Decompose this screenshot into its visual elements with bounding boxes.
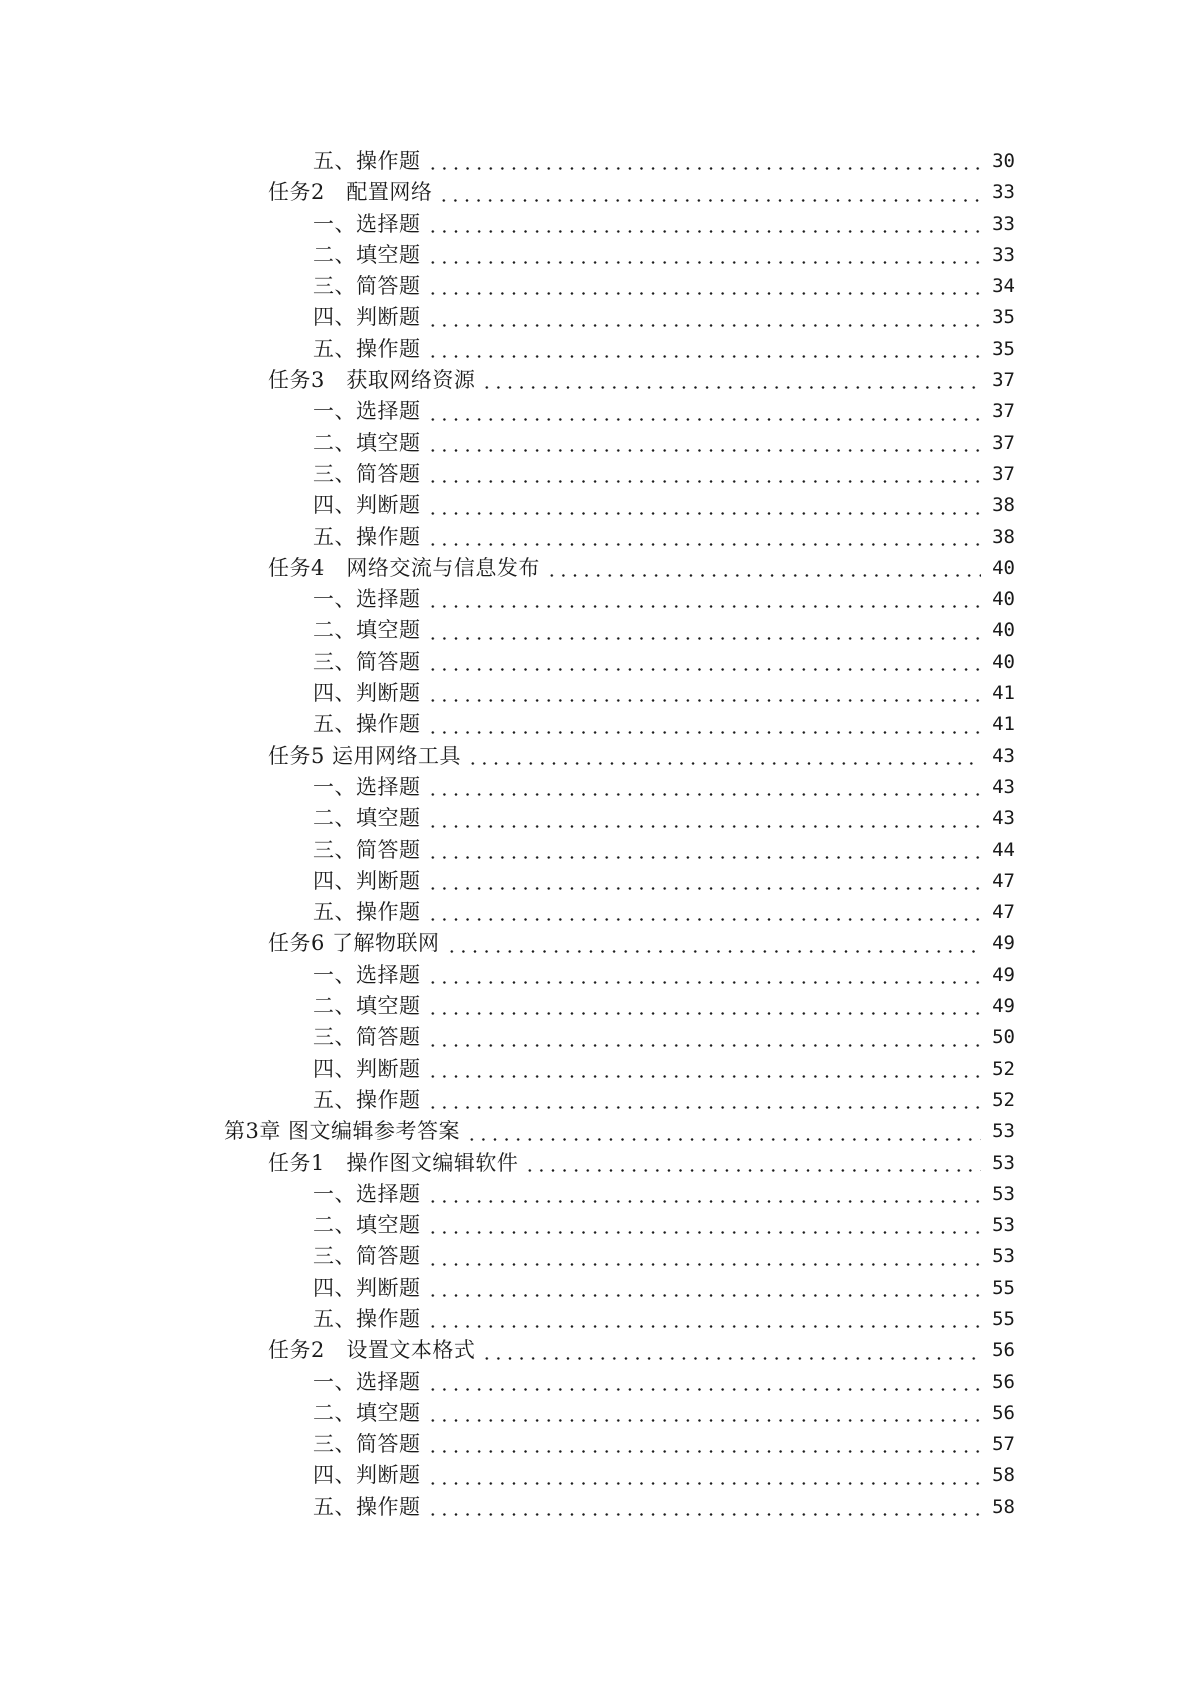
toc-entry-title: 三、简答题 — [313, 274, 421, 299]
dot-leader — [427, 835, 982, 866]
toc-page-number: 50 — [992, 1026, 1015, 1049]
toc-entry[interactable] — [0, 1460, 1191, 1491]
toc-page-number: 56 — [992, 1401, 1015, 1424]
toc-entry[interactable] — [0, 240, 1191, 271]
dot-leader — [427, 897, 982, 928]
table-of-contents — [0, 146, 1191, 1523]
toc-entry-title: 三、简答题 — [313, 649, 421, 674]
toc-entry-title: 四、判断题 — [313, 1275, 421, 1300]
toc-page-number: 52 — [992, 1057, 1015, 1080]
dot-leader — [466, 1116, 981, 1147]
dot-leader — [427, 1429, 982, 1460]
toc-entry[interactable] — [0, 678, 1191, 709]
toc-page-number: 43 — [992, 807, 1015, 830]
toc-entry[interactable] — [0, 1398, 1191, 1429]
dot-leader — [524, 1148, 981, 1179]
dot-leader — [427, 803, 982, 834]
dot-leader — [427, 522, 982, 553]
toc-entry-title: 二、填空题 — [313, 430, 421, 455]
toc-entry[interactable] — [0, 1429, 1191, 1460]
toc-entry[interactable] — [0, 1179, 1191, 1210]
toc-page-number: 37 — [992, 400, 1015, 423]
toc-entry-title: 三、简答题 — [313, 461, 421, 486]
toc-page-number: 41 — [992, 682, 1015, 705]
toc-entry[interactable] — [0, 1241, 1191, 1272]
dot-leader — [427, 1085, 982, 1116]
dot-leader — [427, 1304, 982, 1335]
toc-page-number: 52 — [992, 1088, 1015, 1111]
toc-entry[interactable] — [0, 1085, 1191, 1116]
toc-entry[interactable] — [0, 459, 1191, 490]
toc-entry-title: 一、选择题 — [313, 774, 421, 799]
toc-entry-title: 五、操作题 — [313, 336, 421, 361]
toc-entry[interactable] — [0, 709, 1191, 740]
dot-leader — [427, 991, 982, 1022]
toc-entry[interactable] — [0, 396, 1191, 427]
dot-leader — [427, 1398, 982, 1429]
dot-leader — [427, 647, 982, 678]
toc-page-number: 53 — [992, 1120, 1015, 1143]
toc-entry[interactable] — [0, 1335, 1191, 1366]
toc-entry[interactable] — [0, 490, 1191, 521]
toc-page-number: 47 — [992, 901, 1015, 924]
toc-page-number: 41 — [992, 713, 1015, 736]
dot-leader — [481, 1335, 981, 1366]
toc-entry-title: 一、选择题 — [313, 211, 421, 236]
toc-page-number: 49 — [992, 963, 1015, 986]
dot-leader — [427, 678, 982, 709]
toc-entry[interactable] — [0, 647, 1191, 678]
toc-page-number: 40 — [992, 650, 1015, 673]
toc-entry[interactable] — [0, 1210, 1191, 1241]
toc-entry-title: 任务3 获取网络资源 — [268, 368, 476, 393]
dot-leader — [427, 1367, 982, 1398]
toc-page-number: 53 — [992, 1182, 1015, 1205]
dot-leader — [427, 396, 982, 427]
toc-entry[interactable] — [0, 1273, 1191, 1304]
toc-entry-title: 一、选择题 — [313, 1181, 421, 1206]
dot-leader — [427, 334, 982, 365]
toc-entry[interactable] — [0, 835, 1191, 866]
toc-entry[interactable] — [0, 772, 1191, 803]
toc-entry-title: 任务5 运用网络工具 — [268, 743, 462, 768]
toc-page-number: 43 — [992, 744, 1015, 767]
toc-entry[interactable] — [0, 1148, 1191, 1179]
toc-entry[interactable] — [0, 1367, 1191, 1398]
dot-leader — [427, 1460, 982, 1491]
toc-entry-title: 二、填空题 — [313, 994, 421, 1019]
toc-page-number: 33 — [992, 212, 1015, 235]
toc-entry[interactable] — [0, 522, 1191, 553]
toc-entry-title: 二、填空题 — [313, 618, 421, 643]
toc-entry[interactable] — [0, 960, 1191, 991]
toc-entry-title: 五、操作题 — [313, 149, 421, 173]
toc-entry[interactable] — [0, 897, 1191, 928]
dot-leader — [427, 1210, 982, 1241]
toc-entry-title: 三、简答题 — [313, 1244, 421, 1269]
dot-leader — [467, 741, 981, 772]
toc-entry-title: 任务4 网络交流与信息发布 — [268, 555, 540, 580]
dot-leader — [427, 1054, 982, 1085]
toc-entry-title: 第3章 图文编辑参考答案 — [224, 1119, 461, 1144]
dot-leader — [427, 709, 982, 740]
toc-entry-title: 三、简答题 — [313, 837, 421, 862]
dot-leader — [427, 1273, 982, 1304]
toc-entry[interactable] — [0, 866, 1191, 897]
toc-page-number: 37 — [992, 462, 1015, 485]
toc-page-number: 35 — [992, 337, 1015, 360]
dot-leader — [427, 428, 982, 459]
toc-entry-title: 四、判断题 — [313, 1463, 421, 1488]
toc-entry-title: 四、判断题 — [313, 1056, 421, 1081]
toc-entry-title: 三、简答题 — [313, 1025, 421, 1050]
toc-page-number: 38 — [992, 525, 1015, 548]
toc-page-number: 47 — [992, 869, 1015, 892]
dot-leader — [438, 177, 981, 208]
toc-entry[interactable] — [0, 1054, 1191, 1085]
toc-page-number: 37 — [992, 431, 1015, 454]
toc-page-number: 53 — [992, 1214, 1015, 1237]
toc-entry[interactable] — [0, 1116, 1191, 1147]
toc-entry-title: 五、操作题 — [313, 712, 421, 737]
toc-entry[interactable] — [0, 584, 1191, 615]
toc-page-number: 58 — [992, 1464, 1015, 1487]
toc-page-number: 37 — [992, 369, 1015, 392]
dot-leader — [427, 960, 982, 991]
dot-leader — [427, 866, 982, 897]
dot-leader — [427, 146, 982, 177]
toc-page-number: 34 — [992, 275, 1015, 298]
dot-leader — [427, 1179, 982, 1210]
toc-entry-title: 五、操作题 — [313, 1087, 421, 1112]
toc-entry[interactable] — [0, 209, 1191, 240]
dot-leader — [427, 584, 982, 615]
toc-entry[interactable] — [0, 271, 1191, 302]
dot-leader — [427, 459, 982, 490]
toc-entry-title: 四、判断题 — [313, 681, 421, 706]
toc-entry-title: 一、选择题 — [313, 1369, 421, 1394]
toc-entry[interactable] — [0, 1492, 1191, 1523]
toc-entry[interactable] — [0, 553, 1191, 584]
dot-leader — [427, 772, 982, 803]
toc-entry-title: 二、填空题 — [313, 1400, 421, 1425]
toc-entry[interactable] — [0, 302, 1191, 333]
dot-leader — [427, 615, 982, 646]
toc-entry[interactable] — [0, 1304, 1191, 1335]
toc-page-number: 57 — [992, 1433, 1015, 1456]
toc-entry-title: 一、选择题 — [313, 587, 421, 612]
dot-leader — [427, 271, 982, 302]
toc-entry-title: 一、选择题 — [313, 962, 421, 987]
toc-page-number: 30 — [992, 150, 1015, 172]
toc-entry[interactable] — [0, 803, 1191, 834]
toc-page-number: 55 — [992, 1276, 1015, 1299]
toc-page-number: 58 — [992, 1495, 1015, 1518]
toc-entry[interactable] — [0, 615, 1191, 646]
toc-entry[interactable] — [0, 1022, 1191, 1053]
toc-entry[interactable] — [0, 146, 1191, 177]
toc-entry-title: 任务2 配置网络 — [268, 180, 433, 205]
toc-entry[interactable] — [0, 741, 1191, 772]
toc-page-number: 38 — [992, 494, 1015, 517]
toc-entry-title: 三、简答题 — [313, 1432, 421, 1457]
toc-page-number: 40 — [992, 556, 1015, 579]
toc-page-number: 33 — [992, 243, 1015, 266]
toc-entry-title: 五、操作题 — [313, 900, 421, 925]
toc-entry-title: 任务2 设置文本格式 — [268, 1338, 476, 1363]
toc-entry-title: 四、判断题 — [313, 305, 421, 330]
dot-leader — [427, 1492, 982, 1523]
toc-entry-title: 任务1 操作图文编辑软件 — [268, 1150, 519, 1175]
toc-entry[interactable] — [0, 928, 1191, 959]
toc-page-number: 33 — [992, 181, 1015, 204]
dot-leader — [446, 928, 981, 959]
toc-entry[interactable] — [0, 991, 1191, 1022]
dot-leader — [481, 365, 981, 396]
toc-page-number: 40 — [992, 588, 1015, 611]
dot-leader — [546, 553, 981, 584]
toc-page-number: 44 — [992, 838, 1015, 861]
toc-page-number: 53 — [992, 1245, 1015, 1268]
toc-entry-title: 五、操作题 — [313, 524, 421, 549]
dot-leader — [427, 1241, 982, 1272]
toc-entry[interactable] — [0, 334, 1191, 365]
toc-page-number: 43 — [992, 775, 1015, 798]
toc-entry[interactable] — [0, 365, 1191, 396]
toc-page-number: 55 — [992, 1307, 1015, 1330]
toc-entry[interactable] — [0, 428, 1191, 459]
toc-entry-title: 一、选择题 — [313, 399, 421, 424]
toc-page-number: 49 — [992, 995, 1015, 1018]
toc-entry-title: 五、操作题 — [313, 1306, 421, 1331]
toc-entry-title: 四、判断题 — [313, 868, 421, 893]
toc-page-number: 53 — [992, 1151, 1015, 1174]
toc-page-number: 56 — [992, 1370, 1015, 1393]
toc-entry-title: 任务6 了解物联网 — [268, 931, 440, 956]
toc-page-number: 56 — [992, 1339, 1015, 1362]
toc-entry-title: 二、填空题 — [313, 1213, 421, 1238]
toc-entry-title: 五、操作题 — [313, 1494, 421, 1519]
dot-leader — [427, 209, 982, 240]
toc-entry-title: 四、判断题 — [313, 493, 421, 518]
toc-entry-title: 二、填空题 — [313, 806, 421, 831]
dot-leader — [427, 490, 982, 521]
dot-leader — [427, 1022, 982, 1053]
toc-entry-title: 二、填空题 — [313, 242, 421, 267]
toc-entry[interactable] — [0, 177, 1191, 208]
toc-page-number: 40 — [992, 619, 1015, 642]
dot-leader — [427, 240, 982, 271]
toc-page-number: 35 — [992, 306, 1015, 329]
toc-page-number: 49 — [992, 932, 1015, 955]
dot-leader — [427, 302, 982, 333]
